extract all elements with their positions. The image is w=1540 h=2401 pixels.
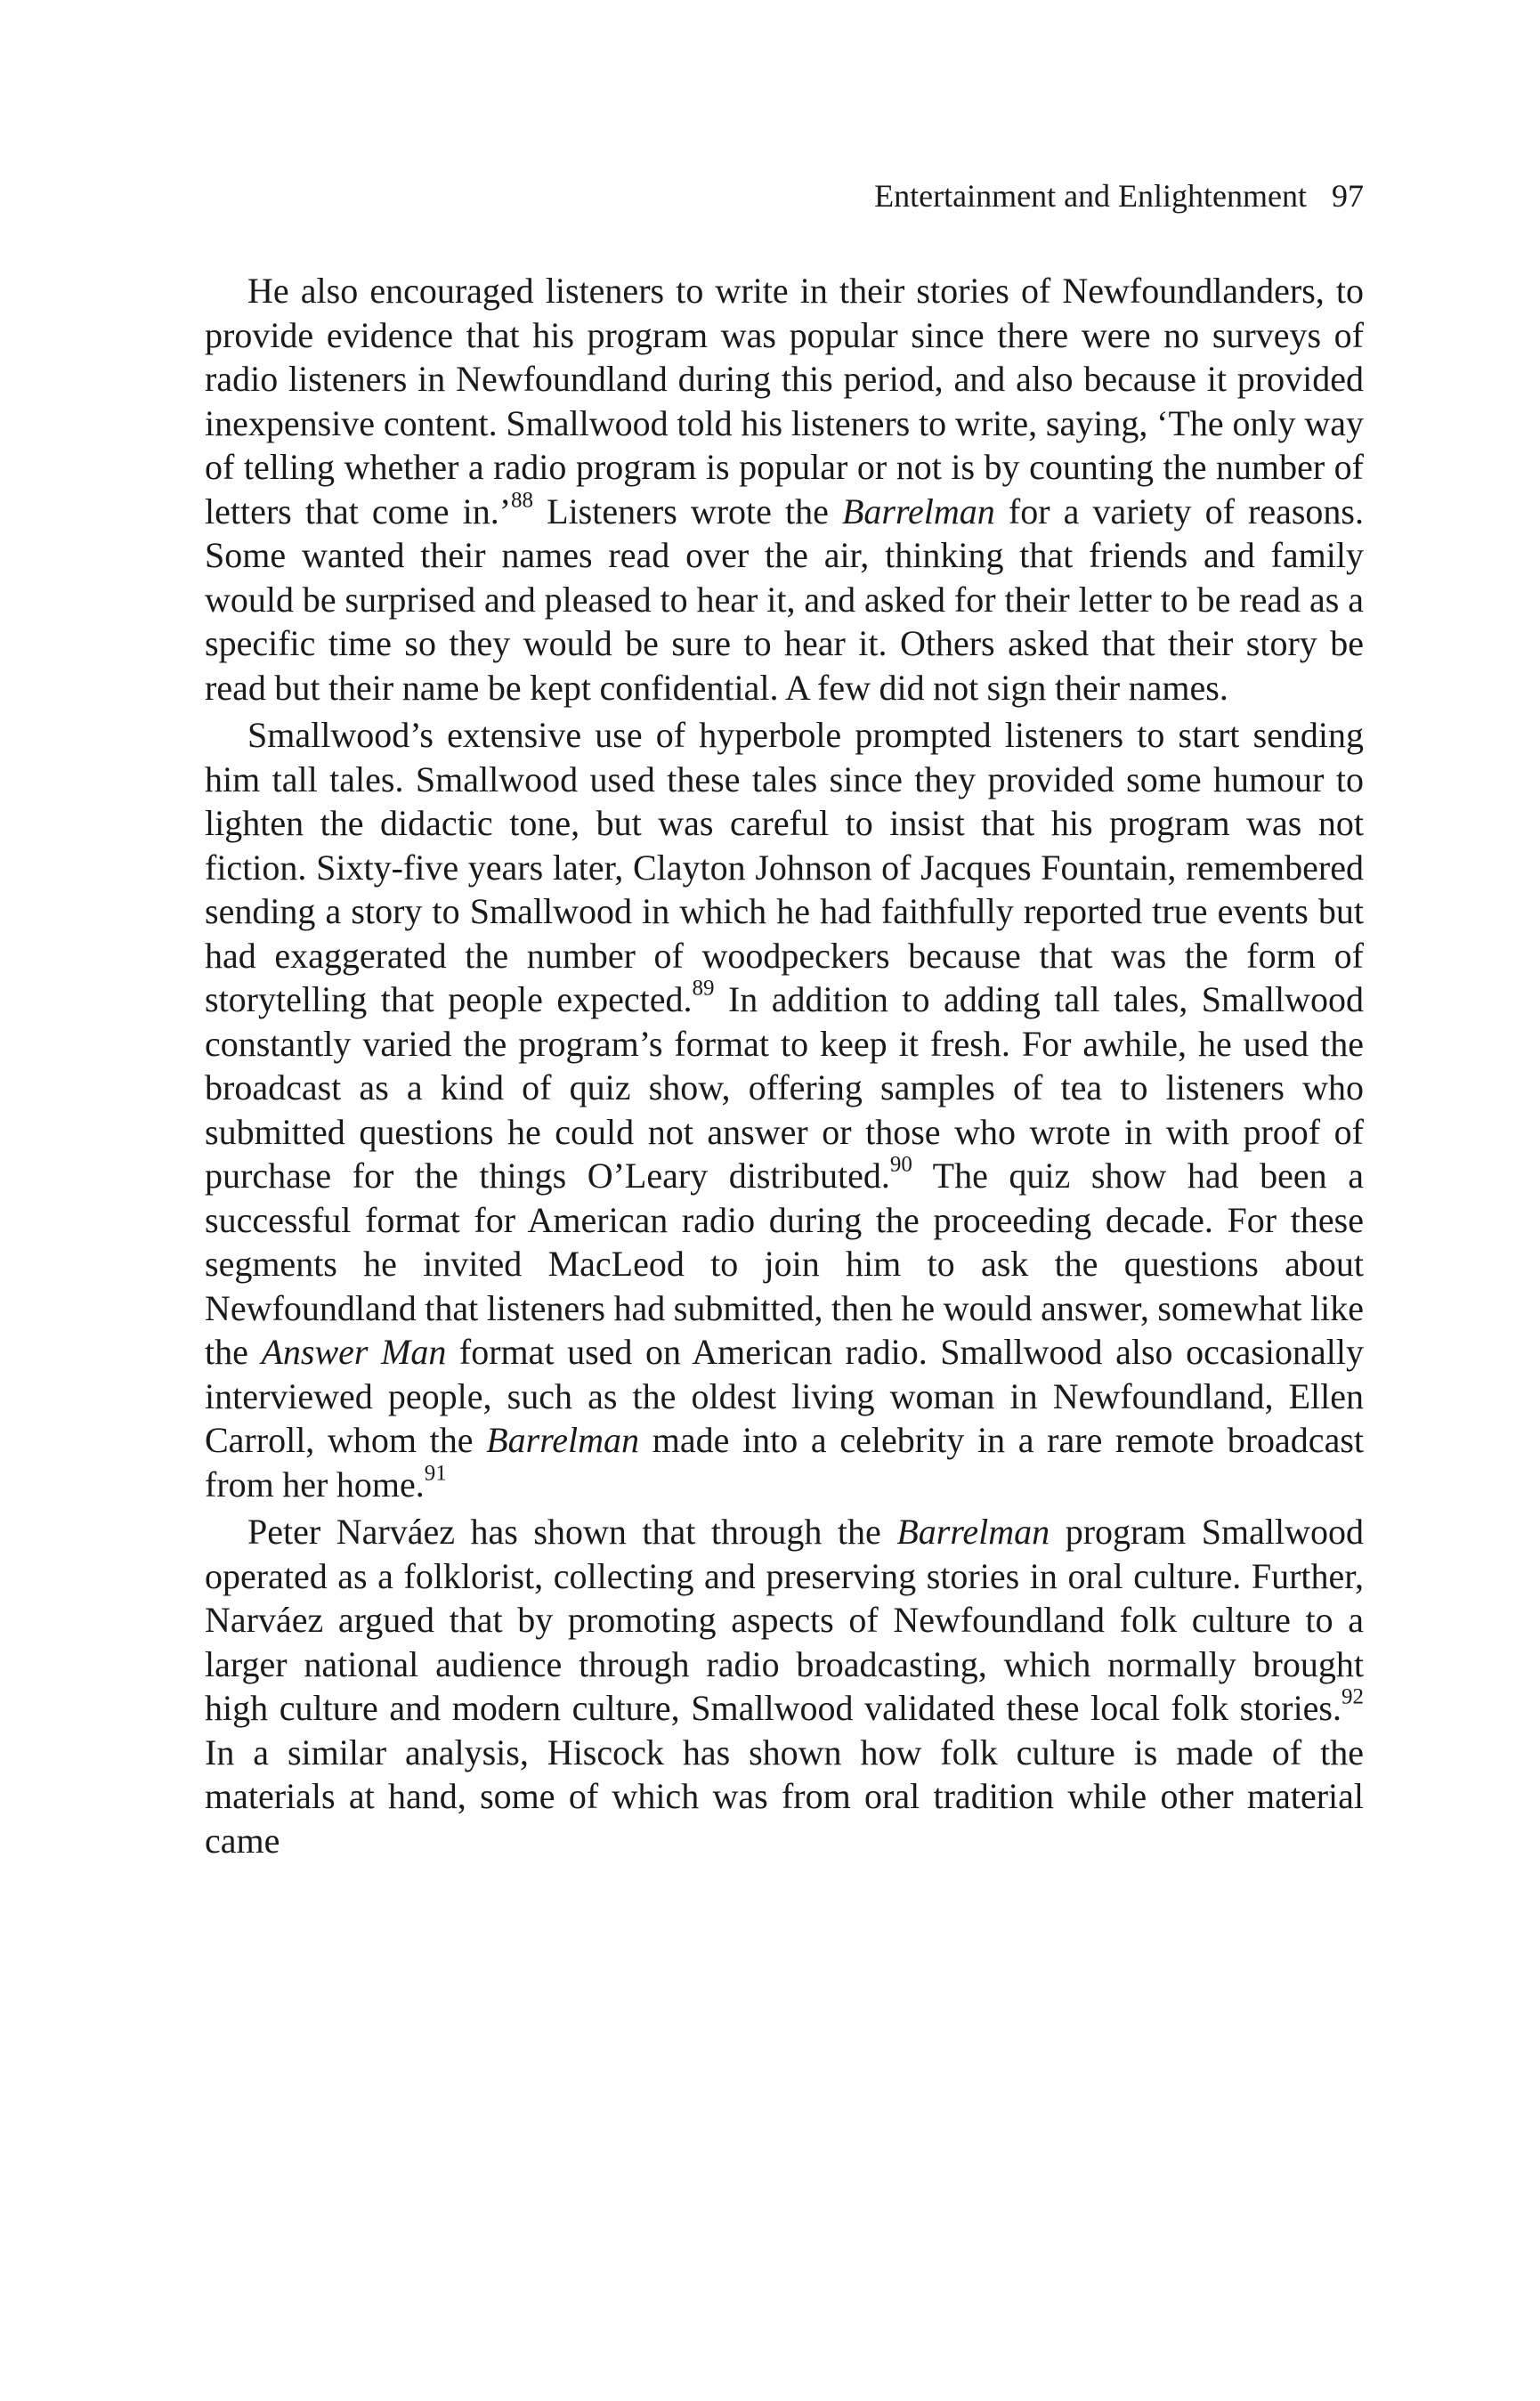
text-run: Smallwood’s extensive use of hyperbole prompted listeners to start sending him tall tales. Smallwood used these tales since they provided some humour to lighten the didactic tone, but was careful to insist that his program was not fiction. Sixty-five years later, Clayton Johnson of Jacques Fountain, remembered sending a story to Smallwood in which he had faithfully reported true events but had exaggerated the number of woodpeckers because that was the form of storytelling that people expected.	[205, 715, 1364, 1019]
footnote-ref-90: 90	[889, 1152, 912, 1177]
paragraph-2	[205, 713, 1364, 1506]
text-run: He also encouraged listeners to write in their stories of Newfoundlanders, to provide evidence that his program was popular since there were no surveys of radio listeners in Newfoundland during this period, and also because it provided inexpensive content. Smallwood told his listeners to write, saying, ‘The only way of telling whether a radio program is popular or not is by counting the number of letters that come in.’	[205, 271, 1364, 531]
text-run: format used on American radio. Smallwood also occasionally interviewed people, such as the oldest living woman in Newfoundland, Ellen Carroll, whom the	[205, 1332, 1365, 1460]
text-run: for a variety of reasons. Some wanted their names read over the air, thinking that friends and family would be surprised and pleased to hear it, and asked for their letter to be read as a specific time so they would be sure to hear it. Others asked that their story be read but their name be kept confidential. A few did not sign their names.	[205, 491, 1364, 708]
footnote-ref-91: 91	[424, 1460, 447, 1485]
text-run: In a similar analysis, Hiscock has shown how folk culture is made of the materials at hand, some of which was from oral tradition while other material came	[205, 1732, 1364, 1861]
paragraph-3	[205, 1510, 1364, 1862]
text-run: Listeners wrote the	[533, 491, 842, 531]
text-run: The quiz show had been a successful format for American radio during the proceeding decade. For these segments he invited MacLeod to join him to ask the questions about Newfoundland that listeners had submitted, then he would answer, somewhat like the	[205, 1156, 1364, 1372]
text-run: In addition to adding tall tales, Smallwood constantly varied the program’s format to keep it fresh. For awhile, he used the broadcast as a kind of quiz show, offering samples of tea to listeners who submitted questions he could not answer or those who wrote in with proof of purchase for the things O’Leary distributed.	[205, 979, 1365, 1196]
footnote-ref-89: 89	[692, 976, 715, 1001]
running-head	[205, 174, 1364, 217]
paragraph-1	[205, 269, 1364, 710]
title-barrelman: Barrelman	[486, 1420, 640, 1460]
page-number: 97	[1332, 178, 1364, 214]
text-run: Peter Narváez has shown that through the	[247, 1512, 897, 1552]
text-run: program Smallwood operated as a folklorist, collecting and preserving stories in oral culture. Further, Narváez argued that by promoting aspects of Newfoundland folk culture to a larger national audience through radio broadcasting, which normally brought high culture and modern culture, Smallwood validated these local folk stories.	[205, 1512, 1365, 1728]
footnote-ref-88: 88	[511, 487, 534, 512]
body-text	[205, 269, 1364, 1862]
title-barrelman: Barrelman	[841, 491, 995, 531]
text-run: made into a celebrity in a rare remote broadcast from her home.	[205, 1420, 1364, 1505]
title-answer-man: Answer Man	[261, 1332, 447, 1372]
footnote-ref-92: 92	[1341, 1684, 1364, 1709]
title-barrelman: Barrelman	[896, 1512, 1050, 1552]
running-title: Entertainment and Enlightenment	[874, 178, 1307, 214]
